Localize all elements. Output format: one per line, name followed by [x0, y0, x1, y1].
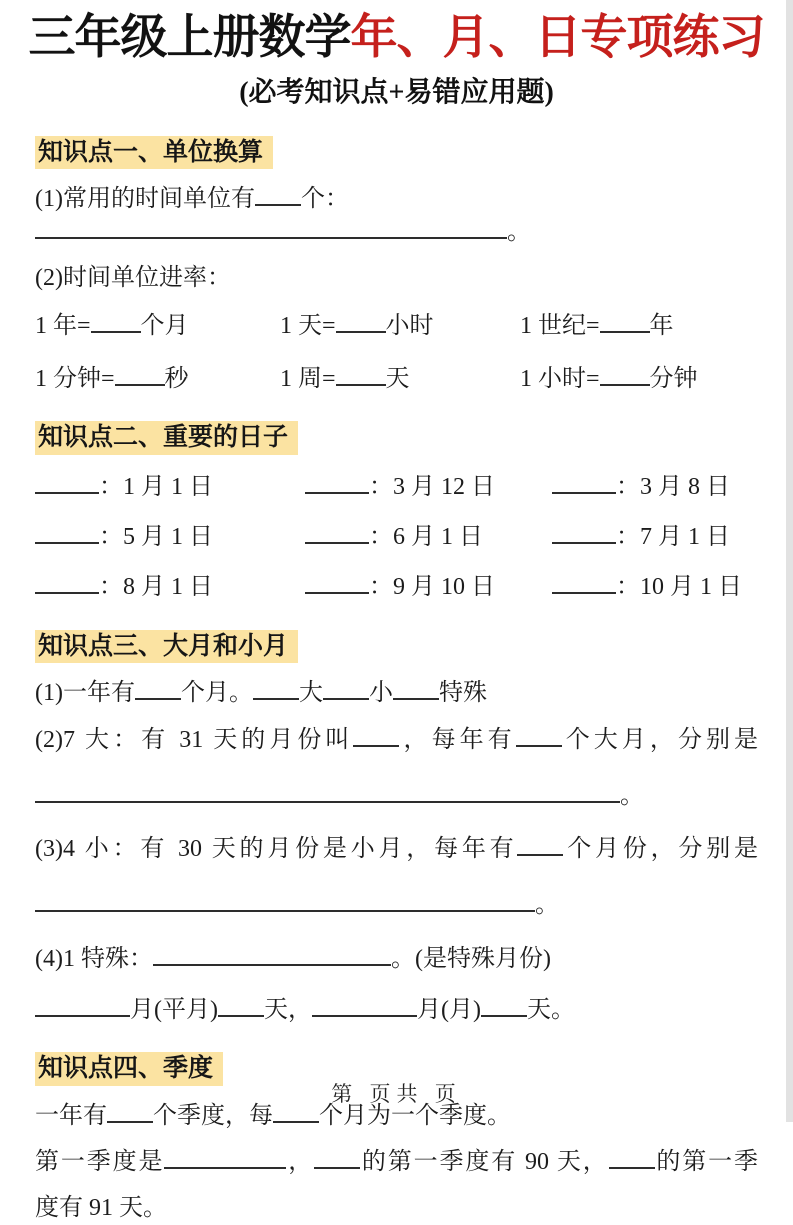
date-item	[305, 521, 552, 553]
question-line	[35, 833, 758, 865]
date-item	[35, 471, 305, 503]
text-segment: 分钟	[649, 365, 698, 392]
text-segment: 。	[620, 783, 644, 810]
text-segment: (2)7 大：有 31 天的月份叫	[35, 726, 354, 753]
blank-line	[115, 363, 165, 386]
blank-line	[552, 572, 616, 595]
question-line	[35, 183, 758, 248]
text-segment: 。	[507, 218, 531, 245]
text-segment: 个月为一个季度。	[319, 1102, 511, 1129]
text-segment: (4)1 特殊：	[35, 946, 153, 973]
blank-line	[305, 471, 369, 494]
text-segment: 3 月 8 日	[640, 473, 730, 500]
text-segment: 3 月 12 日	[393, 473, 495, 500]
blank-line	[91, 311, 141, 334]
text-segment: 9 月 10 日	[393, 574, 495, 601]
blank-line	[336, 363, 386, 386]
text-segment: ：	[369, 574, 393, 601]
blank-line	[393, 678, 439, 701]
text-segment: ，	[286, 1149, 315, 1175]
blank-line	[35, 216, 507, 239]
text-segment: 大	[298, 680, 323, 707]
text-segment: (1)常用的时间单位有	[35, 186, 255, 213]
text-segment: 个月份，分别是	[563, 835, 758, 862]
text-segment: ：	[99, 473, 123, 500]
text-segment: (3)4 小：有 30 天的月份是小月，每年有	[35, 835, 518, 862]
text-segment: 小	[368, 680, 393, 707]
blank-line	[305, 521, 369, 544]
blank-line	[517, 833, 563, 856]
page-edge-shadow	[786, 0, 793, 1122]
text-segment: 个月	[140, 313, 189, 340]
section3-heading: 知识点三、大月和小月	[35, 630, 298, 664]
blank-line	[312, 994, 417, 1017]
conversion-item	[35, 363, 280, 395]
text-segment: 8 月 1 日	[123, 574, 213, 601]
text-segment: 的第一季度有 90 天，	[360, 1149, 609, 1175]
blank-line	[552, 471, 616, 494]
question-line	[35, 262, 758, 294]
section-important-days	[35, 421, 758, 604]
question-line	[35, 677, 758, 709]
blank-line	[552, 521, 616, 544]
question-line	[35, 943, 758, 975]
date-item	[305, 471, 552, 503]
blank-line	[35, 780, 620, 803]
worksheet-body	[0, 136, 793, 1225]
text-segment: 的第一季	[654, 1149, 759, 1175]
blank-line	[35, 521, 99, 544]
text-segment: 1 天=	[280, 313, 336, 340]
blank-line	[516, 724, 562, 747]
question-line	[35, 1146, 758, 1178]
text-segment: ：	[369, 524, 393, 551]
date-item	[552, 571, 758, 603]
blank-line	[35, 471, 99, 494]
text-segment: 5 月 1 日	[123, 524, 213, 551]
page-footer: 第 页共 页	[331, 1082, 462, 1106]
text-segment: ：	[616, 574, 640, 601]
text-segment: 度有 91 天。	[35, 1195, 167, 1222]
date-item	[35, 521, 305, 553]
date-item	[552, 521, 758, 553]
blank-line	[255, 183, 301, 206]
text-segment: 第一季度是	[35, 1149, 165, 1175]
text-segment: ：	[99, 574, 123, 601]
text-segment: 天。	[526, 996, 575, 1023]
text-segment: 月(平月)	[130, 996, 218, 1023]
text-segment: 1 月 1 日	[123, 473, 213, 500]
answer-blank-line	[35, 889, 758, 921]
text-segment: 一年有	[35, 1102, 107, 1129]
text-segment: 天	[385, 365, 410, 392]
text-segment: ：	[616, 473, 640, 500]
text-segment: 10 月 1 日	[640, 574, 742, 601]
section4-heading: 知识点四、季度	[35, 1052, 223, 1086]
title-red-part: 年、月、日专项练习	[350, 10, 765, 63]
section2-heading: 知识点二、重要的日子	[35, 421, 298, 455]
blank-line	[314, 1146, 360, 1169]
blank-line	[218, 994, 264, 1017]
text-segment: 天，	[263, 996, 312, 1023]
blank-line	[35, 994, 130, 1017]
conversion-item	[280, 363, 520, 395]
blank-line	[153, 944, 391, 967]
blank-line	[253, 678, 299, 701]
title-black-part: 三年级上册数学	[28, 10, 351, 63]
text-segment: 1 小时=	[520, 365, 600, 392]
text-segment: (2)时间单位进率：	[35, 265, 231, 292]
text-segment: 月(月)	[416, 996, 481, 1023]
text-segment: 小时	[385, 313, 434, 340]
text-segment: 年	[649, 313, 674, 340]
blank-line	[609, 1146, 655, 1169]
conversion-grid	[35, 310, 758, 395]
text-segment: 1 分钟=	[35, 365, 115, 392]
section-big-small-months	[35, 630, 758, 1026]
text-segment: ：	[369, 473, 393, 500]
text-segment: 。	[535, 891, 559, 918]
page-subtitle: (必考知识点+易错应用题)	[239, 76, 554, 108]
blank-line	[35, 889, 535, 912]
text-segment: 个：	[300, 186, 349, 213]
blank-line	[600, 363, 650, 386]
blank-line	[353, 724, 399, 747]
text-segment: ：	[616, 524, 640, 551]
blank-line	[164, 1146, 286, 1169]
date-item	[552, 471, 758, 503]
blank-line	[135, 678, 181, 701]
conversion-item	[280, 310, 520, 342]
conversion-item	[520, 310, 758, 342]
section-unit-conversion	[35, 136, 758, 395]
blank-line	[305, 572, 369, 595]
text-segment: ，每年有	[399, 726, 516, 753]
answer-blank-line	[35, 780, 758, 812]
date-item	[35, 571, 305, 603]
text-segment: 特殊	[438, 680, 487, 707]
text-segment: 1 年=	[35, 313, 91, 340]
text-segment: 秒	[164, 365, 189, 392]
blank-line	[35, 572, 99, 595]
text-segment: 1 世纪=	[520, 313, 600, 340]
text-segment: 7 月 1 日	[640, 524, 730, 551]
question-line	[35, 724, 758, 756]
dates-grid	[35, 471, 758, 604]
text-segment: 1 周=	[280, 365, 336, 392]
text-segment: ：	[99, 524, 123, 551]
conversion-item	[520, 363, 758, 395]
text-segment: 个季度，每	[153, 1102, 273, 1129]
blank-line	[481, 994, 527, 1017]
text-segment: 6 月 1 日	[393, 524, 483, 551]
conversion-item	[35, 310, 280, 342]
text-segment: 。(是特殊月份)	[390, 946, 551, 973]
question-line	[35, 994, 758, 1026]
text-segment: (1)一年有	[35, 680, 135, 707]
blank-line	[600, 311, 650, 334]
question-line	[35, 1192, 758, 1224]
blank-line	[323, 678, 369, 701]
section1-heading: 知识点一、单位换算	[35, 136, 273, 170]
page-title	[0, 0, 793, 67]
date-item	[305, 571, 552, 603]
blank-line	[336, 311, 386, 334]
text-segment: 个月。	[180, 680, 253, 707]
text-segment: 个大月，分别是	[561, 726, 759, 753]
